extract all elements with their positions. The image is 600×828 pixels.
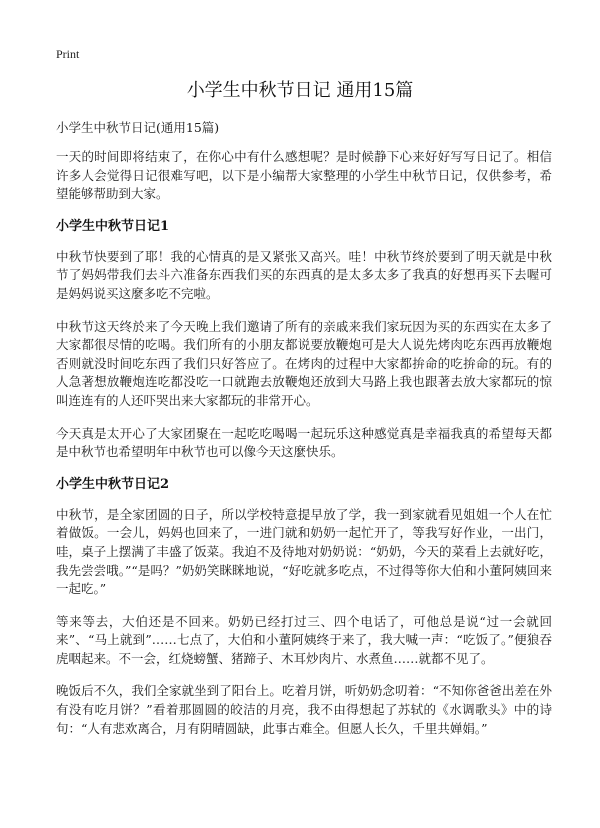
section-1-paragraph-2: 中秋节这天终於来了今天晚上我们邀请了所有的亲戚来我们家玩因为买的东西实在太多了大家都很尽情的吃喝。我们所有的小朋友都说要放鞭炮可是大人说先烤肉吃东西再放鞭炮否则就没时间吃东西了我们只好答应了。在烤肉的过程中大家都拚命的吃拚命的玩。有的人急著想放鞭炮连吃都没吃一口就跑去放鞭炮还放到大马路上我也跟著去放大家都玩的惊叫连连有的人还吓哭出来大家都玩的非常开心。 bbox=[56, 318, 552, 408]
section-2-paragraph-3: 晚饭后不久，我们全家就坐到了阳台上。吃着月饼，听奶奶念叨着：“不知你爸爸出差在外有没有吃月饼？”看着那圆圆的皎洁的月亮，我不由得想起了苏轼的《水调歌头》中的诗句：“人有悲欢离合，月有阴晴圆缺，此事古难全。但愿人长久，千里共婵娟。” bbox=[56, 683, 552, 736]
section-heading-1: 小学生中秋节日记1 bbox=[56, 218, 170, 234]
section-2-paragraph-2: 等来等去，大伯还是不回来。奶奶已经打过三、四个电话了，可他总是说“过一会就回来”、“马上就到”……七点了，大伯和小董阿姨终于来了，我大喊一声：“吃饭了。”便狼吞虎咽起来。不一会，红烧螃蟹、猪蹄子、木耳炒肉片、水煮鱼……就都不见了。 bbox=[56, 613, 552, 666]
print-link[interactable]: Print bbox=[56, 47, 80, 61]
page-title: 小学生中秋节日记 通用15篇 bbox=[186, 80, 414, 101]
article-body bbox=[56, 119, 552, 752]
section-1-paragraph-1: 中秋节快要到了耶！我的心情真的是又紧张又高兴。哇！中秋节终於要到了明天就是中秋节了妈妈带我们去斗六准备东西我们买的东西真的是太多太多了我真的好想再买下去喔可是妈妈说买这麼多吃不完啦。 bbox=[56, 248, 552, 301]
intro-paragraph: 一天的时间即将结束了，在你心中有什么感想呢？是时候静下心来好好写写日记了。相信许多人会觉得日记很难写吧，以下是小编帮大家整理的小学生中秋节日记，仅供参考，希望能够帮助到大家。 bbox=[56, 149, 552, 202]
section-heading-2: 小学生中秋节日记2 bbox=[56, 476, 170, 492]
section-1-paragraph-3: 今天真是太开心了大家团聚在一起吃吃喝喝一起玩乐这种感觉真是幸福我真的希望每天都是中秋节也希望明年中秋节也可以像今天这麼快乐。 bbox=[56, 425, 552, 460]
article-subtitle: 小学生中秋节日记(通用15篇) bbox=[56, 120, 220, 135]
section-2-paragraph-1: 中秋节，是全家团圆的日子，所以学校特意提早放了学，我一到家就看见姐姐一个人在忙着做饭。一会儿，妈妈也回来了，一进门就和奶奶一起忙开了，等我写好作业，一出门，哇，桌子上摆满了丰盛了饭菜。我迫不及待地对奶奶说：“奶奶，今天的菜看上去就好吃，我先尝尝哦。”“是吗？”奶奶笑眯眯地说，“好吃就多吃点，不过得等你大伯和小董阿姨回来一起吃。” bbox=[56, 506, 552, 597]
